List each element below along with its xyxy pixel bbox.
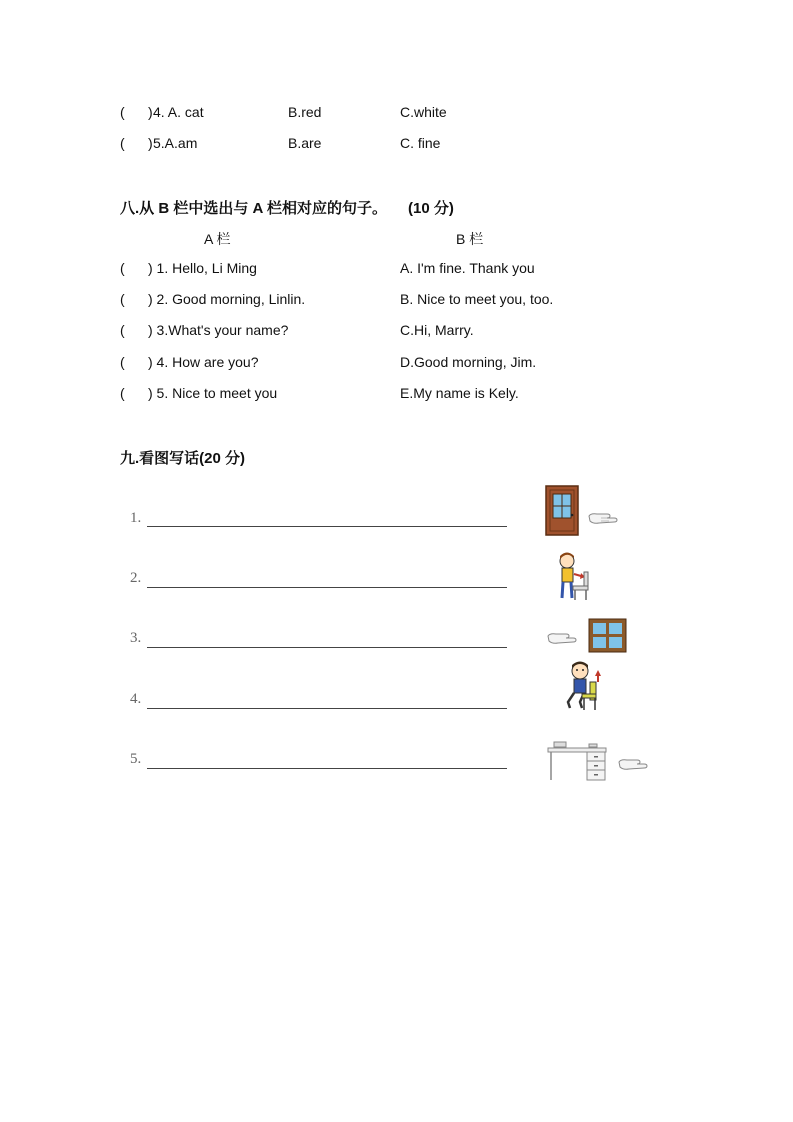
question-number: )	[148, 135, 153, 151]
option-b: B.are	[288, 135, 322, 151]
option-c: C.white	[400, 104, 447, 120]
writing-item-number: 3.	[130, 630, 142, 646]
answer-paren-open[interactable]: (	[120, 322, 125, 338]
writing-line-4[interactable]	[147, 708, 507, 709]
answer-paren-open[interactable]: (	[120, 385, 125, 401]
column-b-sentence: B. Nice to meet you, too.	[400, 291, 554, 307]
pointing-hand-icon	[617, 756, 649, 774]
option-a: 4. A. cat	[153, 104, 204, 120]
boy-stand-up-icon	[555, 550, 601, 604]
answer-paren-open[interactable]: (	[120, 104, 125, 120]
column-b-sentence: D.Good morning, Jim.	[400, 354, 537, 370]
column-b-sentence: A. I'm fine. Thank you	[400, 260, 535, 276]
writing-item-number: 2.	[130, 570, 142, 586]
answer-paren-open[interactable]: (	[120, 260, 125, 276]
writing-line-2[interactable]	[147, 587, 507, 588]
desk-icon	[547, 740, 609, 782]
writing-item-number: 5.	[130, 751, 142, 767]
answer-paren-open[interactable]: (	[120, 135, 125, 151]
section8-score: (10 分)	[408, 200, 454, 217]
column-a-sentence: ) 1. Hello, Li Ming	[148, 260, 257, 276]
column-b-sentence: C.Hi, Marry.	[400, 322, 474, 338]
option-a: 5.A.am	[153, 135, 198, 151]
column-b-sentence: E.My name is Kely.	[400, 385, 519, 401]
column-a-sentence: ) 2. Good morning, Linlin.	[148, 291, 306, 307]
column-a-sentence: ) 5. Nice to meet you	[148, 385, 278, 401]
section9-title: 九.看图写话(20 分)	[120, 450, 246, 467]
question-number: )	[148, 104, 153, 120]
pointing-hand-icon	[587, 510, 619, 528]
writing-item-number: 4.	[130, 691, 142, 707]
column-a-sentence: ) 4. How are you?	[148, 354, 259, 370]
writing-item-number: 1.	[130, 510, 142, 526]
answer-paren-open[interactable]: (	[120, 291, 125, 307]
option-b: B.red	[288, 104, 322, 120]
writing-line-5[interactable]	[147, 768, 507, 769]
option-c: C. fine	[400, 135, 441, 151]
writing-line-3[interactable]	[147, 647, 507, 648]
window-icon	[588, 618, 628, 654]
section8-title: 八.从 B 栏中选出与 A 栏相对应的句子。	[120, 200, 387, 217]
answer-paren-open[interactable]: (	[120, 354, 125, 370]
column-b-header: B 栏	[456, 231, 484, 247]
column-a-sentence: ) 3.What's your name?	[148, 322, 289, 338]
boy-sit-down-icon	[562, 660, 608, 714]
column-a-header: A 栏	[204, 231, 231, 247]
writing-line-1[interactable]	[147, 526, 507, 527]
pointing-hand-icon	[546, 630, 578, 648]
